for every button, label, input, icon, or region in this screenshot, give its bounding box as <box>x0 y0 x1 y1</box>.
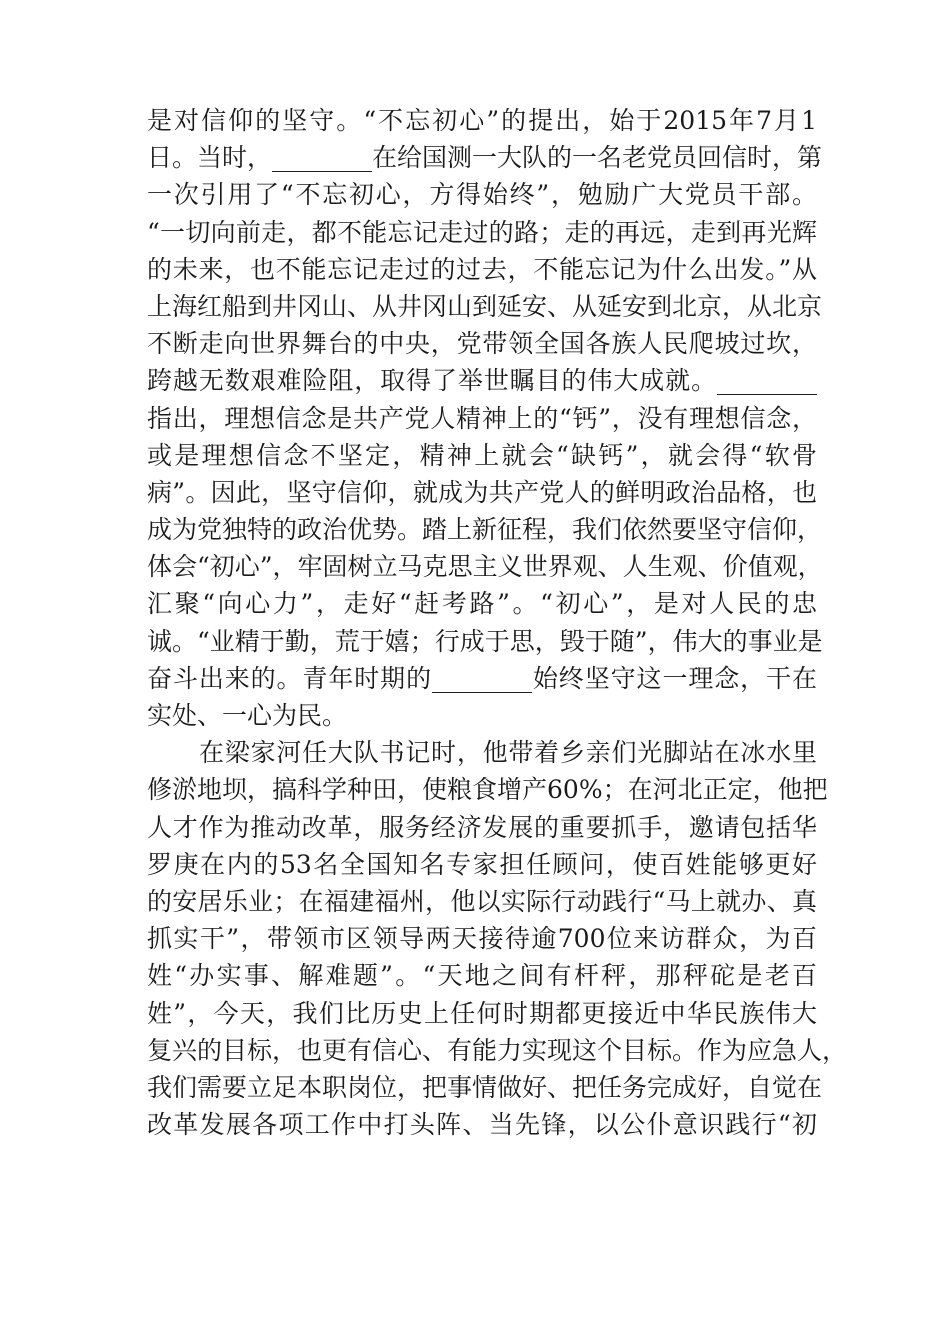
text-line: 抓实干”，带领市区领导两天接待逾700位来访群众，为百 <box>147 924 817 954</box>
text-line: 的安居乐业；在福建福州，他以实际行动践行“马上就办、真 <box>147 886 817 916</box>
text-line: 汇聚“向心力”，走好“赶考路”。“初心”，是对人民的忠 <box>147 589 817 619</box>
text-line: 不断走向世界舞台的中央，党带领全国各族人民爬坡过坎， <box>147 329 817 359</box>
text-line: 修淤地坝，搞科学种田，使粮食增产60%；在河北正定，他把 <box>147 775 828 805</box>
body-text <box>147 102 848 1143</box>
text-line: 指出，理想信念是共产党人精神上的“钙”，没有理想信念， <box>147 403 817 433</box>
text-line: 罗庚在内的53名全国知名专家担任顾问，使百姓能够更好 <box>147 849 817 879</box>
text-line: 姓“办实事、解难题”。“天地之间有杆秤，那秤砣是老百 <box>147 961 817 991</box>
text-line: 复兴的目标，也更有信心、有能力实现这个目标。作为应急人， <box>147 1035 848 1065</box>
text-line: 体会“初心”，牢固树立马克思主义世界观、人生观、价值观， <box>147 552 823 582</box>
paragraph-first-line: 在梁家河任大队书记时，他带着乡亲们光脚站在冰水里 <box>199 738 817 768</box>
text-line: 病”。因此，坚守信仰，就成为共产党人的鲜明政治品格，也 <box>147 477 817 507</box>
text-line: 人才作为推动改革，服务经济发展的重要抓手，邀请包括华 <box>147 812 817 842</box>
text-line: 改革发展各项工作中打头阵、当先锋，以公仆意识践行“初 <box>147 1110 817 1140</box>
text-line: 奋斗出来的。青年时期的________始终坚守这一理念，干在 <box>147 663 817 693</box>
text-line: 日。当时，________在给国测一大队的一名老党员回信时，第 <box>147 143 823 173</box>
text-line: 是对信仰的坚守。“不忘初心”的提出，始于2015年7月1 <box>147 106 817 135</box>
text-line: 的未来，也不能忘记走过的过去，不能忘记为什么出发。”从 <box>147 254 817 284</box>
text-line: 或是理想信念不坚定，精神上就会“缺钙”，就会得“软骨 <box>147 440 817 470</box>
text-line: 我们需要立足本职岗位，把事情做好、把任务完成好，自觉在 <box>147 1072 823 1102</box>
text-line: 姓”，今天，我们比历史上任何时期都更接近中华民族伟大 <box>147 998 817 1028</box>
text-line: 实处、一心为民。 <box>147 701 348 730</box>
text-line: 一次引用了“不忘初心，方得始终”，勉励广大党员干部。 <box>147 180 817 210</box>
text-line: 跨越无数艰难险阻，取得了举世瞩目的伟大成就。________ <box>147 366 817 396</box>
text-line: 成为党独特的政治优势。踏上新征程，我们依然要坚守信仰， <box>147 515 823 545</box>
text-line: 上海红船到井冈山、从井冈山到延安、从延安到北京，从北京 <box>147 291 823 321</box>
text-line: “一切向前走，都不能忘记走过的路；走的再远，走到再光辉 <box>147 217 817 247</box>
text-line: 诚。“业精于勤，荒于嬉；行成于思，毁于随”，伟大的事业是 <box>147 626 823 656</box>
